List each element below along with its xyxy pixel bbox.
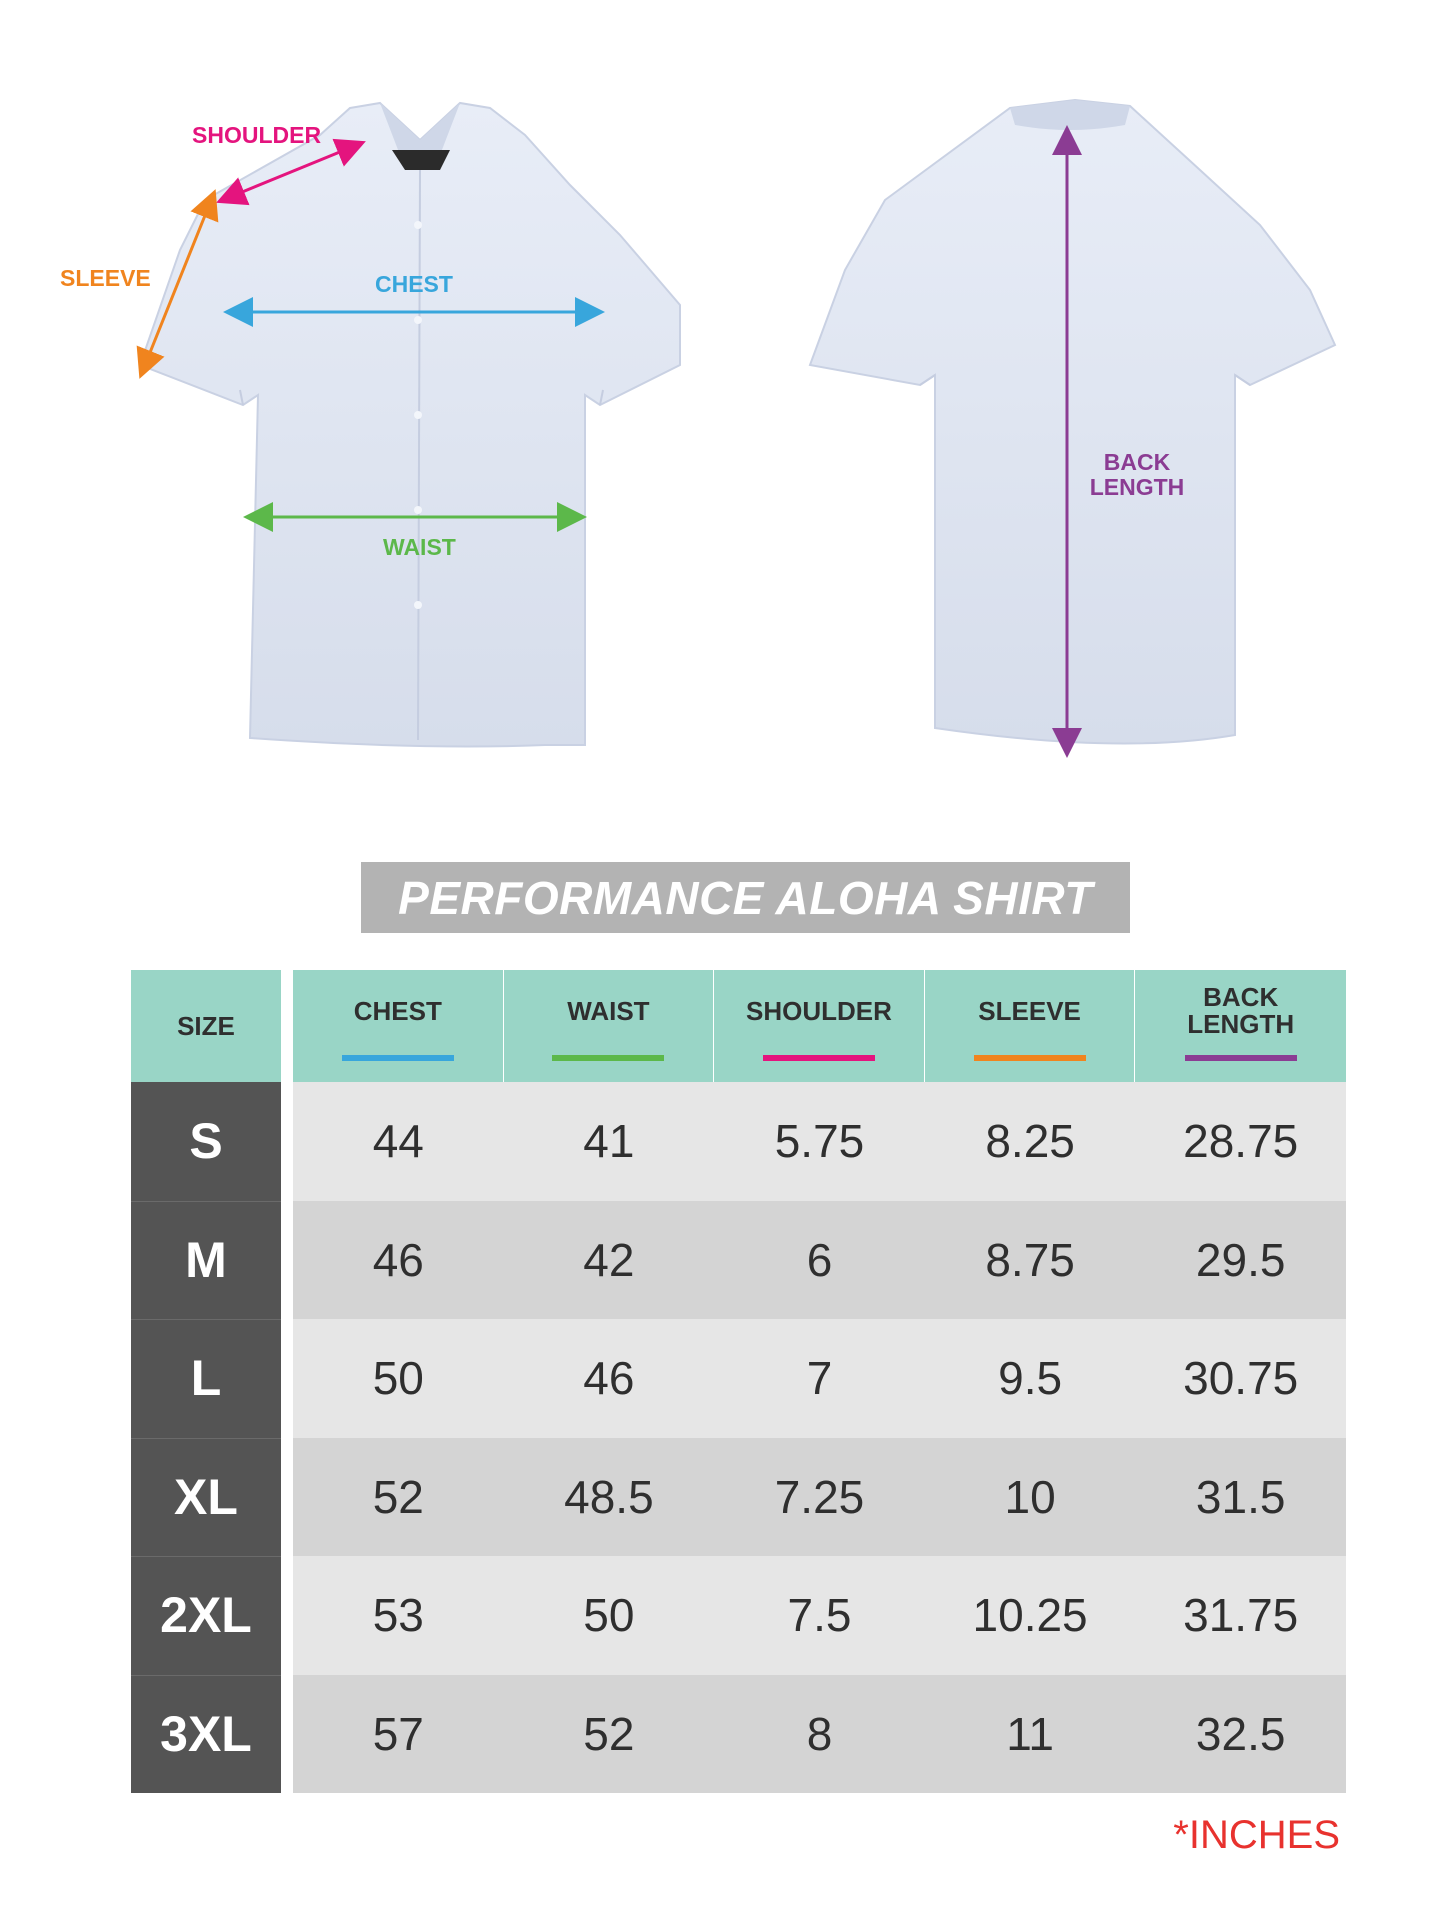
back-length-label-line2: LENGTH [1089,474,1185,500]
front-shirt-illustration [140,103,680,746]
value-cell-chest: 53 [372,1589,424,1642]
size-cell: 2XL [160,1587,252,1644]
table-row [293,1201,1346,1320]
row-divider [131,1319,281,1320]
size-header-label: SIZE [177,1010,235,1041]
row-divider [131,1201,281,1202]
value-cell-waist: 46 [583,1352,635,1405]
shoulder-label: SHOULDER [192,122,322,148]
column-color-key [552,1055,664,1061]
value-cell-sleeve: 10 [1004,1470,1056,1523]
value-cell-back-length: 31.75 [1183,1589,1299,1642]
value-cell-back-length: 29.5 [1195,1233,1286,1286]
size-cell: L [190,1350,222,1407]
value-cell-chest: 52 [372,1470,424,1523]
column-color-key [1185,1055,1297,1061]
chest-label: CHEST [375,271,453,297]
size-cell: S [189,1113,223,1170]
column-header-waist [504,970,714,1082]
row-divider [131,1438,281,1439]
size-column-header [131,970,281,1082]
value-cell-waist: 52 [583,1707,635,1760]
column-color-key [974,1055,1086,1061]
unit-note: *INCHES [1173,1813,1340,1857]
value-cell-back-length: 31.5 [1195,1470,1286,1523]
size-cell: XL [174,1468,238,1525]
size-cell: M [185,1231,227,1288]
value-cell-waist: 42 [583,1233,635,1286]
waist-label: WAIST [383,534,456,560]
value-cell-shoulder: 7 [806,1352,833,1405]
value-cell-chest: 57 [372,1707,424,1760]
row-divider [131,1675,281,1676]
column-header-label: WAIST [567,996,650,1026]
table-row [293,1082,1346,1201]
size-cell: 3XL [160,1705,252,1762]
value-cell-waist: 50 [583,1589,635,1642]
size-chart-table [131,970,1346,1793]
column-header-label: SHOULDER [746,996,892,1026]
table-row [293,1556,1346,1675]
value-cell-sleeve: 9.5 [998,1352,1063,1405]
value-cell-sleeve: 8.25 [985,1115,1075,1168]
value-cell-waist: 41 [583,1115,635,1168]
row-divider [131,1556,281,1557]
value-cell-sleeve: 11 [1006,1707,1054,1760]
value-cell-chest: 50 [372,1352,424,1405]
value-cell-waist: 48.5 [564,1470,654,1523]
chart-title-banner [361,862,1130,933]
value-cell-back-length: 32.5 [1195,1707,1286,1760]
column-color-key [342,1055,454,1061]
sleeve-label: SLEEVE [60,265,151,291]
column-header-label: BACK LENGTH [1187,982,1295,1039]
column-header-label: CHEST [353,996,442,1026]
column-header-label: SLEEVE [978,996,1081,1026]
table-row [293,1438,1346,1557]
value-cell-sleeve: 8.75 [985,1233,1075,1286]
column-header-sleeve [925,970,1135,1082]
shirt-measurement-diagram [0,0,1445,800]
table-row [293,1675,1346,1794]
value-cell-shoulder: 6 [806,1233,833,1286]
value-cell-shoulder: 8 [806,1707,833,1760]
column-color-key [763,1055,875,1061]
value-cell-chest: 44 [372,1115,424,1168]
column-header-shoulder [714,970,924,1082]
back-shirt-illustration [810,100,1335,744]
table-row [293,1319,1346,1438]
value-cell-back-length: 30.75 [1183,1352,1299,1405]
column-header-back-length [1135,970,1346,1082]
value-cell-chest: 46 [372,1233,424,1286]
value-cell-shoulder: 7.5 [787,1589,852,1642]
back-length-label-line1: BACK [1103,449,1171,475]
column-header-chest [293,970,503,1082]
value-cell-back-length: 28.75 [1183,1115,1299,1168]
chart-title: PERFORMANCE ALOHA SHIRT [398,871,1093,924]
value-cell-shoulder: 5.75 [774,1115,865,1168]
value-cell-shoulder: 7.25 [774,1470,865,1523]
value-cell-sleeve: 10.25 [972,1589,1088,1642]
